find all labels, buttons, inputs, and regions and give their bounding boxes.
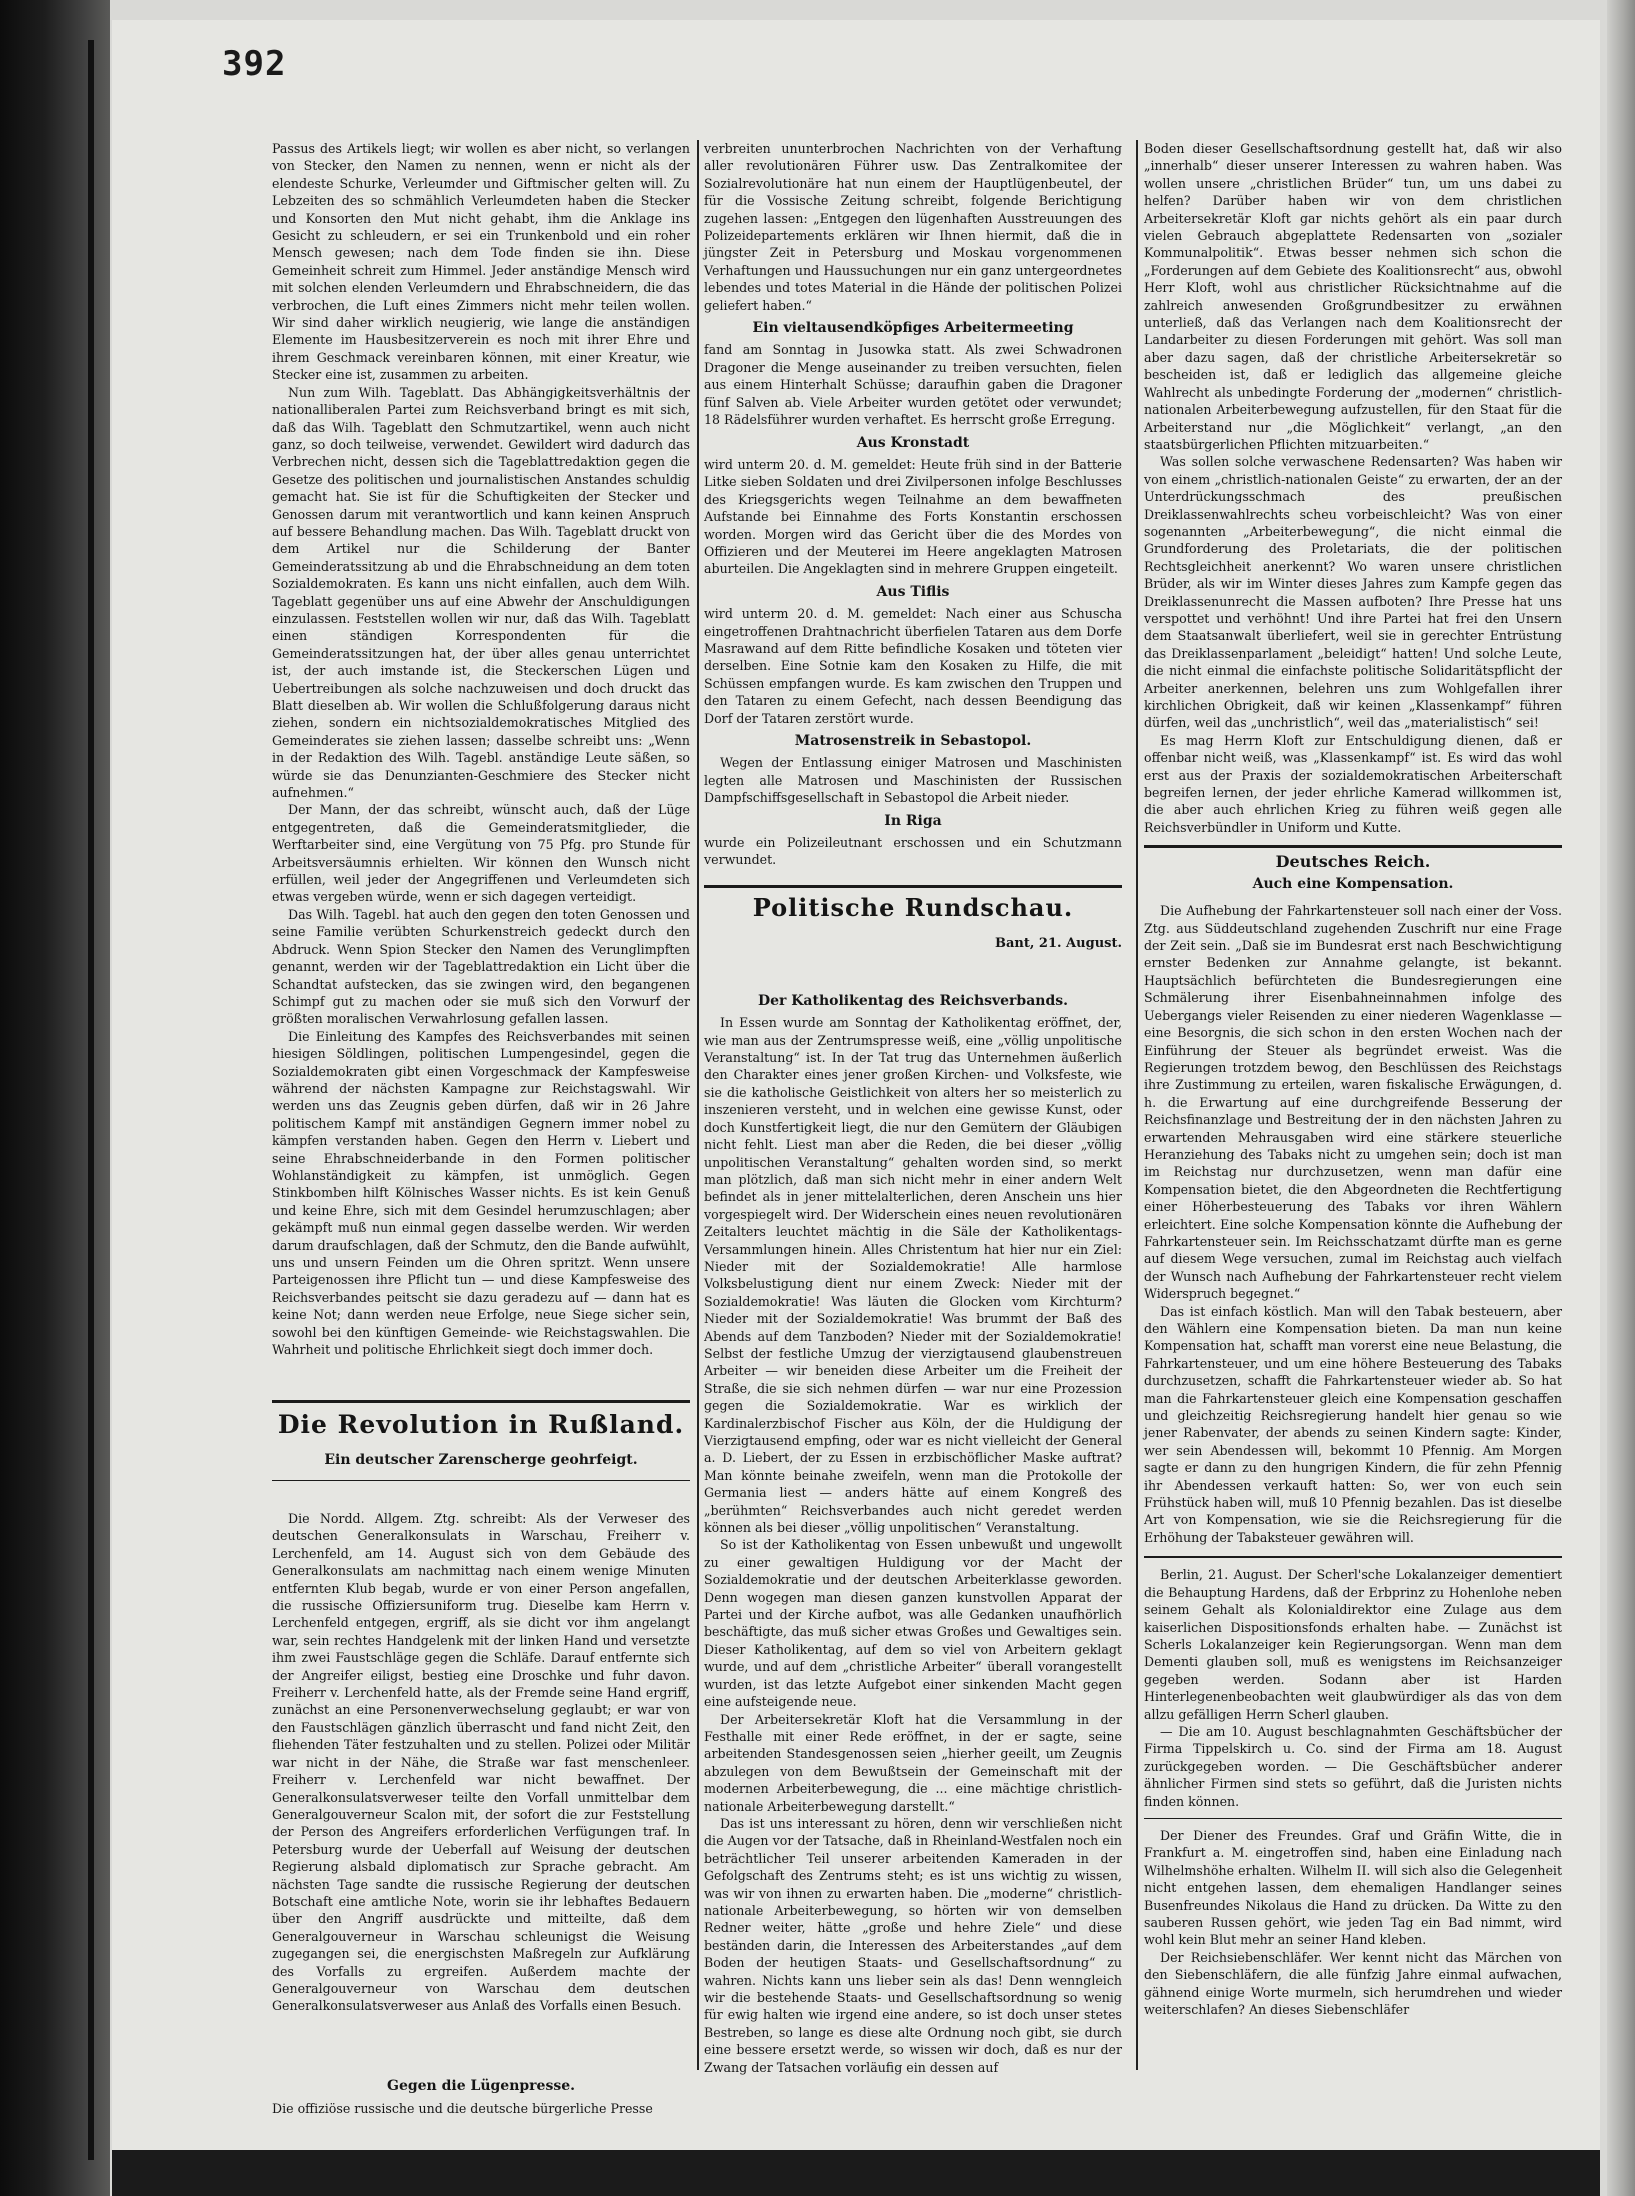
item-divider [1144, 1810, 1562, 1819]
news-item: Der Reichsiebenschläfer. Wer kennt nicht das Märchen von den Siebenschläfern, die alle fünfzig Jahre einmal aufwachen, gähnend einige Worte murmeln, sich herumdrehen und wieder weiterschlafen? An dieses Siebenschläfer [1144, 1949, 1562, 2018]
politik-headline: Politische Rundschau. [752, 893, 1074, 922]
section-text: wird unterm 20. d. M. gemeldet: Nach einer aus Schuscha eingetroffenen Drahtnachricht überfielen Tataren aus dem Dorfe Masrawand auf dem Ritte befindliche Kosaken und töteten vier derselben. Eine Sotnie kam den Kosaken zu Hilfe, die mit Schüssen empfangen wurde. Es kam zwischen den Truppen und den Tataren zu einem Gefecht, nach dessen Beendigung das Dorf der Tataren zerstört wurde. [704, 606, 1122, 726]
section-heading: Ein vieltausendköpfiges Arbeitermeeting [752, 320, 1074, 337]
politik-paragraph: So ist der Katholikentag von Essen unbewußt und ungewollt zu einer gewaltigen Huldigung vor der Macht der Sozialdemokratie und der deutschen Arbeiterklasse geworden. Denn wogegen man diesen ganzen kunstvollen Apparat der Partei und der Kirche aufbot, was alle Gedanken unaufhörlich beschäftigte, das muß sicher etwas Großes und Gewaltiges sein. Dieser Katholikentag, auf dem so viel von Arbeitern geklagt wurde, und auf dem „christliche Arbeiter“ überall vorangestellt wurden, ist das letzte Aufgebot einer sinkenden Macht gegen eine aufsteigende neue. [704, 1537, 1122, 1710]
section-rule [272, 1400, 690, 1403]
column-3 [1144, 140, 1562, 2100]
politik-dateline: Bant, 21. August. [995, 936, 1122, 951]
section-rule-thin [272, 1480, 690, 1481]
column-1 [272, 140, 690, 1385]
revolution-paragraph: Die Nordd. Allgem. Ztg. schreibt: Als der Verweser des deutschen Generalkonsulats in Warschau, Freiherr v. Lerchenfeld, am 14. August sich von dem Gebäude des Generalkonsulats am nachmittag nach einem wenige Minuten entfernten Klub begab, wurde er von einer Person angefallen, die russische Offiziersuniform trug. Dieselbe kam Herrn v. Lerchenfeld entgegen, ergriff, als sie dicht vor ihm angelangt war, sein rechtes Handgelenk mit der linken Hand und versetzte ihm zwei Faustschläge gegen die Schläfe. Darauf entfernte sich der Angreifer eiligst, bestieg eine Droschke und fuhr davon. Freiherr v. Lerchenfeld hatte, als der Fremde seine Hand ergriff, zunächst an eine Personenverwechselung geglaubt; er war von den Faustschlägen gänzlich überrascht und fand nicht Zeit, den fliehenden Täter festzuhalten und zu stellen. Polizei oder Militär war nicht in der Nähe, die Straße war fast menschenleer. Freiherr v. Lerchenfeld war nicht bewaffnet. Der Generalkonsulatsverweser teilte den Vorfall unmittelbar dem Generalgouverneur Scalon mit, der sofort die zur Feststellung der Person des Angreifers erforderlichen Verfügungen traf. In Petersburg wurde der Ueberfall auf Weisung der deutschen Regierung alsbald diplomatisch zur Sprache gebracht. Am nächsten Tage sandte die russische Regierung der deutschen Botschaft eine amtliche Note, worin sie ihr lebhaftes Bedauern über den Angriff ausdrückte und mitteilte, daß dem Generalgouverneur in Warschau schleunigst die Weisung zugegangen sei, die energischsten Maßregeln zur Aufklärung des Vorfalls zu ergreifen. Außerdem machte der Generalgouverneur von Warschau dem deutschen Generalkonsulatsverweser aus Anlaß des Vorfalls einen Besuch. [272, 1511, 690, 2014]
section-heading: In Riga [884, 812, 942, 829]
section-text: fand am Sonntag in Jusowka statt. Als zwei Schwadronen Dragoner die Menge auseinander zu treiben versuchten, fielen aus einem Hinterhalt Schüsse; daraufhin gaben die Dragoner fünf Salven ab. Viele Arbeiter wurden getötet oder verwundet; 18 Rädelsführer wurden verhaftet. Es herrscht große Erregung. [704, 342, 1122, 428]
col3-paragraph: Was sollen solche verwaschene Redensarten? Was haben wir von einem „christlich-nationalen Geiste“ zu erwarten, der an der Unterdrückungsschmach des preußischen Dreiklassenwahlrechts scheu vorbeischleicht? Was von einer sogenannten „Arbeiterbewegung“, die nicht einmal die Grundforderung des Proletariats, die der politischen Rechtsgleichheit anerkennt? Wo waren unsere christlichen Brüder, als wir im Winter dieses Jahres zum Kampfe gegen das Dreiklassenunrecht die Massen aufboten? Ihre Presse hat uns verspottet und verhöhnt! Und ihre Partei hat frei den Unsern dem Staatsanwalt überliefert, weil sie in gerechter Entrüstung das Dreiklassenparlament „beleidigt“ hatten! Und solche Leute, die nicht einmal die einfachste politische Solidaritätspflicht der Arbeiter anerkennen, belehren uns zum Wohlgefallen ihrer kirchlichen Obrigkeit, daß wir keinen „Klassenkampf“ führen dürfen, weil das „unchristlich“, weil das „materialistisch“ sei! [1144, 454, 1562, 731]
col1-paragraph: Das Wilh. Tagebl. hat auch den gegen den toten Genossen und seine Familie verübten Schurkenstreich gedeckt durch den Abdruck. Wenn Spion Stecker den Namen des Verunglimpften genannt, werden wir der Tageblattredaktion ein Licht über die Schandtat aufstecken, das sie zwingen wird, den begangenen Schimpf gut zu machen oder sie muß sich den Vorwurf der größten moralischen Verwahrlosung gefallen lassen. [272, 906, 690, 1027]
section-text: wird unterm 20. d. M. gemeldet: Heute früh sind in der Batterie Litke sieben Soldaten und drei Zivilpersonen infolge Beschlusses des Kriegsgerichts wegen Teilnahme an dem bewaffneten Aufstande bei Einnahme des Forts Konstantin erschossen worden. Morgen wird das Gericht über die des Mordes von Offizieren und der Meuterei im Heere angeklagten Matrosen aburteilen. Die Angeklagten sind in mehrere Gruppen eingeteilt. [704, 456, 1122, 577]
revolution-subheadline: Ein deutscher Zarenscherge geohrfeigt. [324, 1452, 638, 1468]
politik-subheading: Der Katholikentag des Reichsverbands. [757, 992, 1069, 1009]
col1-paragraph: Die Einleitung des Kampfes des Reichsverbandes mit seinen hiesigen Söldlingen, politischen Lumpengesindel, gegen die Sozialdemokraten gibt einen Vorgeschmack der Kampfesweise während der nächsten Kampagne zur Reichstagswahl. Wir werden uns das Zeugnis geben dürfen, daß wir in 26 Jahre politischem Kampf mit anständigen Gegnern immer nobel zu kämpfen verstanden haben. Gegen den Herrn v. Liebert und seine Ehrabschneiderbande in den Formen politischer Wohlanständigkeit zu kämpfen, ist unmöglich. Gegen Stinkbomben hilft Kölnisches Wasser nichts. Es ist kein Genuß und keine Ehre, sich mit dem Gesindel herumzuschlagen; aber gekämpft muß nun einmal gegen dasselbe werden. Wir werden darum draufschlagen, daß der Schmutz, den die Bande aufwühlt, uns und unsern Feinden um die Ohren spritzt. Wenn unsere Parteigenossen ihre Pflicht tun — und diese Kampfesweise des Reichsverbandes peitscht sie dazu geradezu auf — dann hat es keine Not; dann werden neue Erfolge, neue Siege sicher sein, sowohl bei den künftigen Gemeinde- wie Reichstagswahlen. Die Wahrheit und politische Ehrlichkeit siegt doch immer doch. [272, 1028, 690, 1358]
deutsches-reich-headline: Deutsches Reich. [1275, 852, 1431, 871]
news-item: Berlin, 21. August. Der Scherl'sche Lokalanzeiger dementiert die Behauptung Hardens, daß der Erbprinz zu Hohenlohe neben seinem Gehalt als Kolonialdirektor eine Zulage aus dem kaiserlichen Dispositionsfonds erhalten habe. — Zunächst ist Scherls Lokalanzeiger kein Regierungsorgan. Wenn man dem Dementi glauben soll, muß es wenigstens im Reichsanzeiger gegeben werden. Sodann aber ist Harden Hinterlegenenbeobachten weit glaubwürdiger als das von dem allzu gefälligen Herrn Scherl glauben. [1144, 1567, 1562, 1722]
revolution-article [272, 1510, 690, 2070]
luegenpresse-heading: Gegen die Lügenpresse. [386, 2078, 575, 2094]
revolution-headline: Die Revolution in Rußland. [277, 1410, 685, 1439]
section-text: wurde ein Polizeileutnant erschossen und ein Schutzmann verwundet. [704, 835, 1122, 868]
col3-paragraph: Es mag Herrn Kloft zur Entschuldigung dienen, daß er offenbar nicht weiß, was „Klassenkampf“ ist. Es wird das wohl erst aus der Praxis der sozialdemokratischen Arbeiterschaft begreifen lernen, der jeder ehrliche Kamerad willkommen ist, die aber auch ehrlichen Krieg zu führen weiß gegen alle Reichsverbündler in Uniform und Kutte. [1144, 732, 1562, 835]
news-item: Der Diener des Freundes. Graf und Gräfin Witte, die in Frankfurt a. M. eingetroffen sind, haben eine Einladung nach Wilhelmshöhe erhalten. Wilhelm II. will sich also die Gelegenheit nicht entgehen lassen, dem ehemaligen Handlanger seines Busenfreundes Nikolaus die Hand zu drücken. Da Witte zu den sauberen Russen gehört, wie jeden Tag ein Bad nimmt, wird wohl kein Blut mehr an seiner Hand kleben. [1144, 1827, 1562, 1948]
col3-paragraph: Boden dieser Gesellschaftsordnung gestellt hat, daß wir also „innerhalb“ dieser unserer Interessen zu wahren haben. Was wollen unsere „christlichen Brüder“ tun, um uns dabei zu helfen? Darüber haben wir von dem christlichen Arbeitersekretär Kloft gar nichts gehört als ein paar durch vielen Gebrauch abgeplattete Redensarten von „sozialer Kommunalpolitik“. Etwas besser nehmen sich schon die „Forderungen auf dem Gebiete des Koalitionsrecht“ aus, obwohl Herr Kloft, wohl aus christlicher Rücksichtnahme auf die zahlreich anwesenden Großgrundbesitzer zu erwähnen unterließ, daß das Verlangen nach dem Koalitionsrecht der Landarbeiter zu diesen Forderungen mit gehört. Was soll man aber dazu sagen, daß der christliche Arbeitersekretär so bescheiden ist, daß er lediglich das allgemeine gleiche Wahlrecht als unbedingte Forderung der „modernen“ christlich-nationalen Arbeiterbewegung aufzustellen, für den Staat für die Arbeiterstand nur „die Möglichkeit“ verlangt, „an den staatsbürgerlichen Pflichten mitzuarbeiten.“ [1144, 141, 1562, 452]
scan-bottom-edge [112, 2150, 1600, 2196]
reich-paragraph: Das ist einfach köstlich. Man will den Tabak besteuern, aber den Wählern eine Kompensation bieten. Da man nun keine Kompensation hat, schafft man vorerst eine neue Belastung, die Fahrkartensteuer, und um eine höhere Besteuerung des Tabaks durchzusetzen, schafft die Fahrkartensteuer wieder ab. So hat man die Fahrkartensteuer gleich eine Kompensation geschaffen und gleichzeitig Reichsregierung handelt hier genau so wie jener Rabenvater, der abends zu seinen Kindern sagte: Kinder, wer sein Abendessen will, bekommt 10 Pfennig. Am Morgen sagte er dann zu den hungrigen Kindern, die für zehn Pfennig ihr Abendessen verkauft hatten: So, wer von euch sein Frühstück haben will, muß 10 Pfennig bezahlen. Das ist dieselbe Art von Kompensation, wie sie die Reichsregierung für die Erhöhung der Tabaksteuer gewähren will. [1144, 1303, 1562, 1545]
page-right-edge [1607, 0, 1635, 2196]
politik-paragraph: Das ist uns interessant zu hören, denn wir verschließen nicht die Augen vor der Tatsache, daß in Rheinland-Westfalen noch ein beträchtlicher Teil unserer arbeitenden Kameraden in der Gefolgschaft des Zentrums steht; es ist uns wichtig zu wissen, was wir von ihnen zu erwarten haben. Die „moderne“ christlich-nationale Arbeiterbewegung, so hörten wir von demselben Redner weiter, hätte „große und hehre Ziele“ und diese beständen darin, die Interessen des Arbeiterstandes „auf dem Boden der heutigen Staats- und Gesellschaftsordnung“ zu wahren. Nichts kann uns lieber sein als das! Denn wenngleich wir die bestehende Staats- und Gesellschaftsordnung so wenig für ewig halten wie irgend eine andere, so ist doch unser stetes Bestreben, so lange es diese alte Ordnung noch gibt, sie durch eine bessere ersetzt werde, so wissen wir doch, daß es nur der Zwang der Tatsachen vorläufig ein dessen auf [704, 1815, 1122, 2075]
column-divider-2 [1136, 140, 1138, 2070]
col1-paragraph: Nun zum Wilh. Tageblatt. Das Abhängigkeitsverhältnis der nationalliberalen Partei zum Reichsverband bringt es mit sich, daß das Wilh. Tageblatt den Schmutzartikel, wenn auch nicht ganz, so doch teilweise, verwendet. Gewildert wird dadurch das Verbrechen nicht, dessen sich die Tageblattredaktion gegen die Gesetze des politischen und journalistischen Anstandes schuldig gemacht hat. Sie ist für die Schuftigkeiten der Stecker und Genossen darum mit verantwortlich und kann keinen Anspruch auf bessere Behandlung machen. Das Wilh. Tageblatt druckt von dem Artikel nur die Schilderung der Banter Gemeinderatssitzung ab und die Ehrabschneidung an dem toten Sozialdemokraten. Es kann uns nicht einfallen, auch dem Wilh. Tageblatt gegenüber uns auf eine Abwehr der Anschuldigungen einzulassen. Feststellen wollen wir nur, daß das Wilh. Tageblatt einen ständigen Korrespondenten für die Gemeinderatssitzungen hat, der über alles genau unterrichtet ist, der auch imstande ist, die Steckerschen Lügen und Uebertreibungen als solche nachzuweisen und doch druckt das Blatt dieselben ab. Wir wollen die Schlußfolgerung daraus nicht ziehen, sondern ein nichtsozialdemokratisches Mitglied des Gemeinderates sie ziehen lassen; dasselbe schreibt uns: „Wenn in der Redaktion des Wilh. Tagebl. anständige Leute säßen, so würde sie das Denunzianten-Geschmiere des Stecker nicht aufnehmen.“ [272, 384, 690, 801]
section-rule [704, 885, 1122, 888]
section-heading: Aus Tiflis [876, 583, 950, 600]
section-heading: Aus Kronstadt [856, 434, 970, 451]
item-divider [1144, 1546, 1562, 1558]
politik-paragraph: In Essen wurde am Sonntag der Katholikentag eröffnet, der, wie man aus der Zentrumspresse weiß, eine „völlig unpolitische Veranstaltung“ ist. In der Tat trug das Unternehmen äußerlich den Charakter eines jener großen Kirchen- und Volksfeste, wie sie die katholische Geistlichkeit von alters her so meisterlich zu inszenieren versteht, und in welchen eine gewisse Kunst, oder doch Kunstfertigkeit liegt, die nur den Gemütern der Gläubigen nicht fehlt. Liest man aber die Reden, die bei dieser „völlig unpolitischen Veranstaltung“ gehalten worden sind, so merkt man plötzlich, daß man sich nicht mehr in einer andern Welt befindet als in jener mittelalterlichen, deren Anschein uns hier vorgespiegelt wird. Der Widerschein eines neuen revolutionären Zeitalters leuchtet mächtig in die Säle der Katholikentags-Versammlungen hinein. Alles Christentum hat hier nur ein Ziel: Nieder mit der Sozialdemokratie! Alle harmlose Volksbelustigung dient nur einem Zweck: Nieder mit der Sozialdemokratie! Was läuten die Glocken vom Kirchturm? Nieder mit der Sozialdemokratie! Was brummt der Baß des Abends auf dem Tanzboden? Nieder mit der Sozialdemokratie! Selbst der festliche Umzug der vierzigtausend glaubenstreuen Arbeiter — wir beneiden diese Arbeiter um die Freiheit der Straße, die sie sich nehmen dürfen — war nur eine Prozession gegen die Sozialdemokratie. War es wirklich der Kardinalerzbischof Fischer aus Köln, der die Huldigung der Vierzigtausend empfing, oder war es nicht vielleicht der General a. D. Liebert, der zu Essen in erzbischöflicher Maske auftrat? Man könnte beinahe zweifeln, wenn man die Protokolle der Germania liest — anders hätte auf einem Kongreß des „berühmten“ Reichsverbandes auch nicht geredet werden können als bei dieser „völlig unpolitischen“ Veranstaltung. [704, 1015, 1122, 1536]
binding-gutter [88, 40, 94, 2160]
page-number: 392 [222, 44, 287, 84]
column-2 [704, 140, 1122, 2075]
politik-paragraph: Der Arbeitersekretär Kloft hat die Versammlung in der Festhalle mit einer Rede eröffnet, in der er sagte, seine arbeitenden Standesgenossen seien „hierher geeilt, um Zeugnis abzulegen von dem Bewußtsein der Gemeinschaft mit der modernen Arbeiterbewegung, die ... eine mächtige christlich-nationale Arbeiterbewegung darstellt.“ [704, 1711, 1122, 1814]
col1-paragraph: Passus des Artikels liegt; wir wollen es aber nicht, so verlangen von Stecker, den Namen zu nennen, wenn er nicht als der elendeste Schurke, Verleumder und Giftmischer gelten will. Zu Lebzeiten des so schmählich Verleumdeten haben die Stecker und Konsorten den Mut nicht gehabt, ihm die Anklage ins Gesicht zu schleudern, er sei ein Trunkenbold und ein roher Mensch gewesen; nach dem Tode finden sie ihn. Diese Gemeinheit schreit zum Himmel. Jeder anständige Mensch wird mit solchen elenden Verleumdern und Ehrabschneidern, die das verbrochen, die Luft eines Zimmers nicht mehr teilen wollen. Wir sind daher wirklich neugierig, wie lange die anständigen Elemente im Hausbesitzerverein es noch mit ihrer Ehre und ihrem Geschmack vereinbaren können, mit einer Kreatur, wie Stecker eine ist, zusammen zu arbeiten. [272, 141, 690, 383]
column-divider-1 [697, 140, 699, 2070]
section-heading: Matrosenstreik in Sebastopol. [794, 733, 1032, 749]
news-item: — Die am 10. August beschlagnahmten Geschäftsbücher der Firma Tippelskirch u. Co. sind der Firma am 18. August zurückgegeben worden. — Die Geschäftsbücher anderer ähnlicher Firmen sind stets so geführt, daß die Juristen nichts finden können. [1144, 1723, 1562, 1809]
reich-paragraph: Die Aufhebung der Fahrkartensteuer soll nach einer der Voss. Ztg. aus Süddeutschland zugehenden Zuschrift nur eine Frage der Zeit sein. „Daß sie im Bundesrat erst nach Beschwichtigung ernster Bedenken zur Annahme gelangte, ist bekannt. Hauptsächlich befürchteten die Bundesregierungen eine Schmälerung ihrer Eisenbahneinnahmen infolge des Uebergangs vieler Reisenden zu einer niederen Wagenklasse — eine Besorgnis, die sich schon in den ersten Wochen nach der Einführung der Steuer als begründet erweist. Was die Regierungen trotzdem bewog, den Beschlüssen des Reichstags ihre Zustimmung zu erteilen, waren fiskalische Erwägungen, d. h. die Erwartung auf eine durchgreifende Besserung der Reichsfinanzlage und Bestreitung der in den nächsten Jahren zu erwartenden Mehrausgaben wird eine stärkere steuerliche Heranziehung des Tabaks nicht zu umgehen sein; doch ist man im Reichstag nur durchzusetzen, wenn man dafür eine Kompensation bietet, die den Abgeordneten die Rechtfertigung einer Höherbesteuerung des Tabaks vor ihren Wählern erleichtert. Eine solche Kompensation könnte die Aufhebung der Fahrkartensteuer sein. Im Reichsschatzamt dürfte man es gerne auf diesem Wege versuchen, zumal im Reichstag auch vielfach der Wunsch nach Aufhebung der Fahrkartensteuer recht vielem Widerspruch begegnet.“ [1144, 903, 1562, 1302]
col1-paragraph: Der Mann, der das schreibt, wünscht auch, daß der Lüge entgegentreten, daß die Gemeinderatsmitglieder, die Werftarbeiter sind, eine Vergütung von 75 Pfg. pro Stunde für Arbeitsversäumnis erhielten. Wir können den Wunsch nicht erfüllen, weil jeder der Angegriffenen und Verleumdeten sich etwas vergeben würde, wenn er sich dagegen verteidigt. [272, 802, 690, 905]
luegenpresse-text: Die offiziöse russische und die deutsche bürgerliche Presse [272, 2101, 653, 2116]
deutsches-reich-subheadline: Auch eine Kompensation. [1252, 876, 1454, 892]
section-rule [1144, 845, 1562, 848]
col2-paragraph: verbreiten ununterbrochen Nachrichten von der Verhaftung aller revolutionären Führer usw. Das Zentralkomitee der Sozialrevolutionäre hat nun einem der Hauptlügenbeutel, der für die Vossische Zeitung schreibt, folgende Berichtigung zugehen lassen: „Entgegen den lügenhaften Ausstreuungen des Polizeidepartements erklären wir Ihnen hiermit, daß die in jüngster Zeit in Petersburg und Moskau vorgenommenen Verhaftungen und Haussuchungen nur ein ganz untergeordnetes lebendes und totes Material in die Hände der politischen Polizei geliefert haben.“ [704, 141, 1122, 313]
section-text: Wegen der Entlassung einiger Matrosen und Maschinisten legten alle Matrosen und Maschinisten der Russischen Dampfschiffsgesellschaft in Sebastopol die Arbeit nieder. [704, 755, 1122, 806]
